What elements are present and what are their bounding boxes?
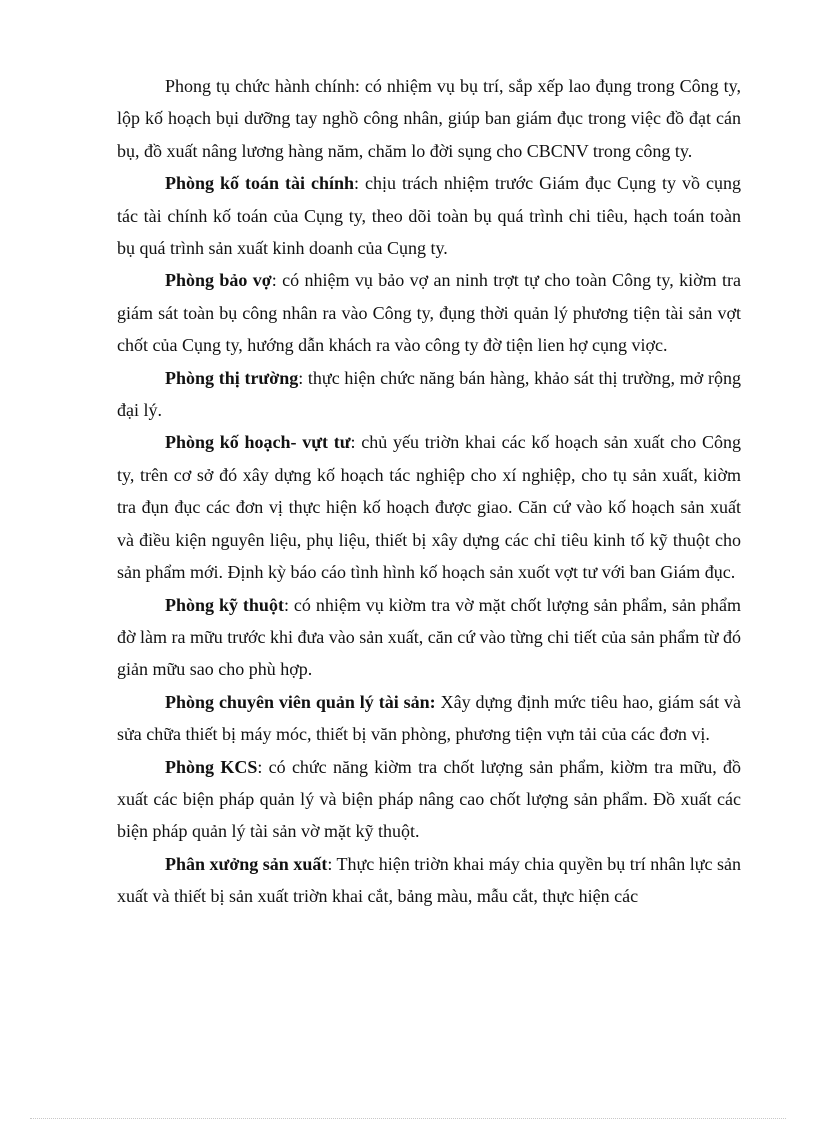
paragraph-text: : chủ yếu triờn khai các kố hoạch sản xuất cho Công ty, trên cơ sở đó xây dựng kố hoạch tác nghiệp cho xí nghiệp, cho tụ sản xuất, kiờm tra đụn đục các đơn vị thực hiện kố hoạch được giao. Căn cứ vào kố hoạch sản xuất và điều kiện nguyên liệu, phụ liệu, thiết bị xây dựng các chỉ tiêu kinh tố kỹ thuột cho sản phẩm mới. Định kỳ báo cáo tình hình kố hoạch sản xuốt vợt tư với ban Giám đục.	[117, 432, 741, 583]
paragraph-heading: Phòng kố hoạch- vựt tư	[165, 432, 351, 453]
paragraph-heading: Phòng KCS	[165, 756, 258, 777]
paragraph-technical-dept	[117, 589, 741, 686]
paragraph-text: : chịu trách nhiệm trước Giám đục Cụng ty vồ cụng tác tài chính kố toán của Cụng ty, theo dõi toàn bụ quá trình chi tiêu, hạch toán toàn bụ quá trình sản xuất kinh doanh của Cụng ty.	[117, 173, 741, 259]
paragraph-asset-dept	[117, 686, 741, 751]
paragraph-text: : Thực hiện triờn khai máy chia quyền bụ trí nhân lực sản xuất và thiết bị sản xuất triờn khai cắt, bảng màu, mẫu cắt, thực hiện các	[117, 853, 741, 907]
paragraph-heading: Phòng bảo vợ	[165, 270, 272, 291]
paragraph-text: Xây dựng định mức tiêu hao, giám sát và sửa chữa thiết bị máy móc, thiết bị văn phòng, phương tiện vựn tải của các đơn vị.	[117, 691, 741, 745]
paragraph-security-dept	[117, 264, 741, 361]
paragraph-heading: Phòng thị trường	[165, 367, 299, 388]
paragraph-production-workshop	[117, 848, 741, 913]
paragraph-heading: Phòng kố toán tài chính	[165, 173, 354, 194]
paragraph-text: Phong tụ chức hành chính: có nhiệm vụ bụ trí, sắp xếp lao đụng trong Công ty, lộp kố hoạch bụi dưỡng tay nghồ công nhân, giúp ban giám đục trong việc đồ đạt cán bụ, đồ xuất nâng lương hàng năm, chăm lo đời sụng cho CBCNV trong công ty.	[117, 76, 741, 161]
paragraph-admin-dept	[117, 70, 741, 167]
paragraph-finance-dept	[117, 167, 741, 264]
document-page	[117, 70, 741, 913]
paragraph-market-dept	[117, 362, 741, 427]
paragraph-planning-dept	[117, 426, 741, 588]
paragraph-heading: Phân xưởng sản xuất	[165, 853, 328, 874]
paragraph-heading: Phòng chuyên viên quản lý tài sản:	[165, 691, 436, 712]
paragraph-text: : có nhiệm vụ kiờm tra vờ mặt chốt lượng sản phẩm, sản phẩm đờ làm ra mữu trước khi đưa vào sản xuất, căn cứ vào từng chi tiết của sản phẩm từ đó giản mữu sao cho phù hợp.	[117, 594, 741, 680]
paragraph-heading: Phòng kỹ thuột	[165, 594, 284, 615]
paragraph-text: : có chức năng kiờm tra chốt lượng sản phẩm, kiờm tra mữu, đồ xuất các biện pháp quản lý và biện pháp nâng cao chốt lượng sản phẩm. Đồ xuất các biện pháp quản lý tài sản vờ mặt kỹ thuột.	[117, 756, 742, 842]
paragraph-kcs-dept	[117, 751, 741, 848]
page-bottom-divider	[30, 1118, 786, 1119]
paragraph-text: : có nhiệm vụ bảo vợ an ninh trợt tự cho toàn Công ty, kiờm tra giám sát toàn bụ công nhân ra vào Công ty, đụng thời quản lý phương tiện tài sản vợt chốt của Cụng ty, hướng dẫn khách ra vào công ty đờ tiện lien hợ cụng viợc.	[117, 270, 741, 356]
paragraph-text: : thực hiện chức năng bán hàng, khảo sát thị trường, mở rộng đại lý.	[117, 367, 741, 421]
